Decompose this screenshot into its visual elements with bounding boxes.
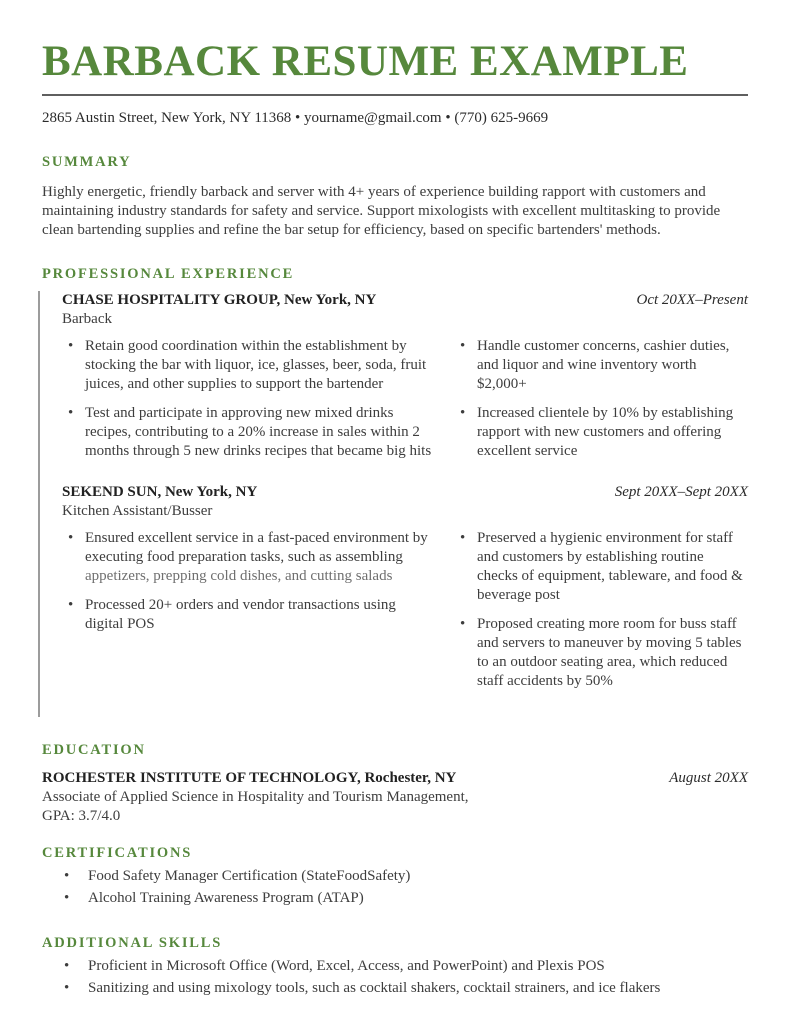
certifications-list: [54, 867, 748, 908]
page-title: BARBACK RESUME EXAMPLE: [42, 38, 689, 85]
job-bullets: [62, 529, 748, 701]
bullet-item: • Handle customer concerns, cashier duties, and liquor and wine inventory worth $2,000+: [454, 337, 748, 394]
experience-timeline: [38, 291, 748, 717]
certification-item: • Alcohol Training Awareness Program (ATAP): [54, 889, 748, 908]
section-experience: [42, 265, 748, 717]
bullet-item: • Retain good coordination within the establishment by stocking the bar with liquor, ice, glasses, beer, soda, fruit juices, and other supplies to support the bartender: [62, 337, 434, 394]
education-heading: EDUCATION: [42, 742, 146, 758]
bullet-item: • Ensured excellent service in a fast-paced environment by executing food preparation tasks, such as assembling appetizers, prepping cold dishes, and cutting salads: [62, 529, 434, 586]
skill-item: • Sanitizing and using mixology tools, such as cocktail shakers, cocktail strainers, and ice flakers: [54, 979, 748, 998]
skill-item: • Proficient in Microsoft Office (Word, Excel, Access, and PowerPoint) and Plexis POS: [54, 957, 748, 976]
bullet-item: • Proposed creating more room for buss staff and servers to maneuver by moving 5 tables to an outdoor seating area, which reduced staff accidents by 50%: [454, 615, 748, 691]
section-summary: [42, 153, 748, 240]
job-header: [62, 483, 748, 502]
job-bullets-left: [62, 529, 434, 701]
job-role: Barback: [62, 311, 112, 327]
job-dates: Sept 20XX–Sept 20XX: [614, 484, 748, 500]
company-name: CHASE HOSPITALITY GROUP, New York, NY: [62, 292, 377, 308]
job-entry: [62, 483, 748, 701]
muted-text: appetizers, prepping cold dishes, and cutting salads: [85, 568, 393, 584]
summary-heading: SUMMARY: [42, 154, 132, 170]
job-role: Kitchen Assistant/Busser: [62, 503, 213, 519]
section-education: [42, 741, 748, 826]
job-entry: [62, 291, 748, 471]
job-bullets: [62, 337, 748, 471]
school-name: ROCHESTER INSTITUTE OF TECHNOLOGY, Rochester, NY: [42, 770, 457, 786]
bullet-item: • Increased clientele by 10% by establishing rapport with new customers and offering excellent service: [454, 404, 748, 461]
degree-line: Associate of Applied Science in Hospitality and Tourism Management,: [42, 789, 469, 805]
skills-list: [54, 957, 748, 998]
job-bullets-left: [62, 337, 434, 471]
header-rule: [42, 94, 748, 96]
skills-heading: ADDITIONAL SKILLS: [42, 935, 223, 951]
bullet-item: • Processed 20+ orders and vendor transactions using digital POS: [62, 596, 434, 634]
section-skills: [42, 934, 748, 998]
contact-line: 2865 Austin Street, New York, NY 11368 • yourname@gmail.com • (770) 625-9669: [42, 110, 549, 126]
company-name: SEKEND SUN, New York, NY: [62, 484, 258, 500]
experience-heading: PROFESSIONAL EXPERIENCE: [42, 266, 295, 282]
job-bullets-right: [454, 337, 748, 471]
certifications-heading: CERTIFICATIONS: [42, 845, 193, 861]
job-header: [62, 291, 748, 310]
job-bullets-right: [454, 529, 748, 701]
gpa-line: GPA: 3.7/4.0: [42, 808, 121, 824]
education-header: [42, 769, 748, 788]
section-certifications: [42, 844, 748, 908]
bullet-item: • Test and participate in approving new mixed drinks recipes, contributing to a 20% increase in sales within 2 months through 5 new drinks recipes that became big hits: [62, 404, 434, 461]
job-dates: Oct 20XX–Present: [636, 292, 748, 308]
education-date: August 20XX: [669, 770, 748, 786]
bullet-item: • Preserved a hygienic environment for staff and customers by establishing routine checks of equipment, tableware, and food & beverage post: [454, 529, 748, 605]
certification-item: • Food Safety Manager Certification (StateFoodSafety): [54, 867, 748, 886]
summary-text: Highly energetic, friendly barback and server with 4+ years of experience building rapport with customers and maintaining industry standards for safety and service. Support mixologists with excellent multitasking to provide clean bartending supplies and refine the bar setup for efficiency, based on specific bartenders' methods.: [42, 184, 721, 238]
